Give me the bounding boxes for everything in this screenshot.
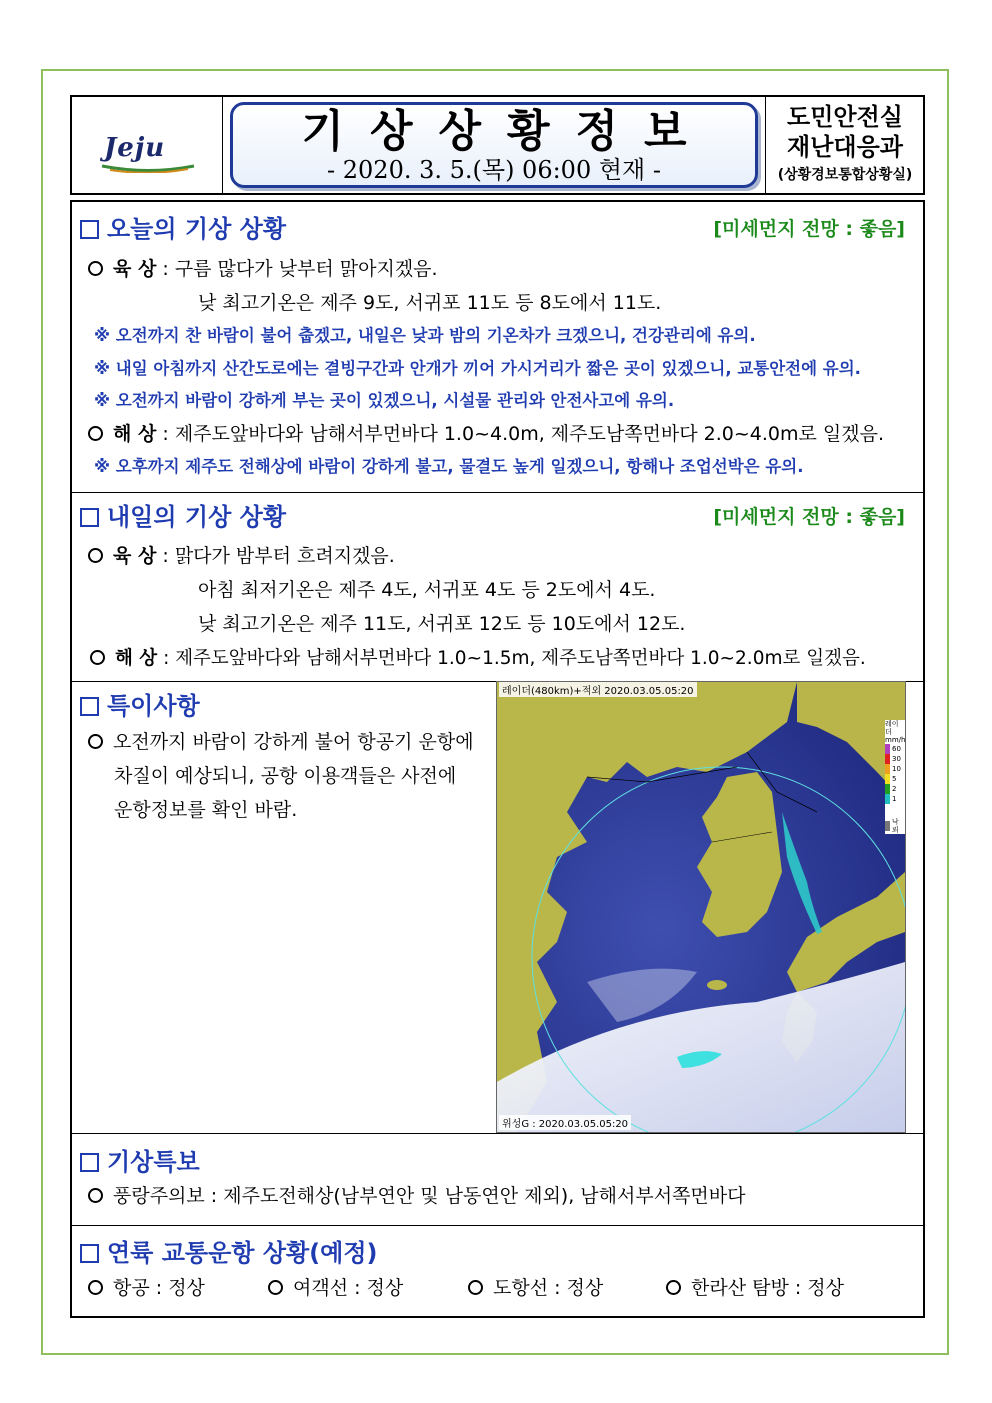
checkbox-icon (80, 697, 99, 716)
radar-legend (885, 720, 905, 834)
legend-entry: 2 (885, 784, 905, 794)
logo-text: Jeju (104, 133, 166, 163)
transport-island-ferry: 도항선 : 정상 (468, 1275, 603, 1301)
section-warning (72, 1133, 923, 1226)
main-content (70, 200, 925, 1318)
section-today (72, 202, 923, 493)
today-note-4: ※ 오후까지 제주도 전해상에 바람이 강하게 불고, 물결도 높게 일겠으니, 항해나 조업선박은 유의. (94, 457, 804, 476)
transport-hallasan: 한라산 탐방 : 정상 (666, 1275, 844, 1301)
dust-outlook-today: [미세먼지 전망 : 좋음] (713, 218, 905, 240)
circle-bullet-icon (88, 734, 103, 749)
today-note-3: ※ 오전까지 바람이 강하게 부는 곳이 있겠으니, 시설물 관리와 안전사고에 유의. (94, 391, 675, 410)
tomorrow-land: 육 상 : 맑다가 밤부터 흐려지겠음. (88, 543, 395, 569)
satellite-radar-image (496, 681, 906, 1133)
circle-bullet-icon (88, 548, 103, 563)
checkbox-icon (80, 1244, 99, 1263)
page-title: 기상상황정보 (301, 106, 713, 157)
section-transport (72, 1225, 923, 1316)
tomorrow-low-temp: 아침 최저기온은 제주 4도, 서귀포 4도 등 2도에서 4도. (198, 579, 656, 601)
section-title-today: 오늘의 기상 상황 (80, 214, 286, 244)
satellite-caption-top: 레이더(480km)+적외 2020.03.05.05:20 (499, 682, 697, 697)
special-line-1: 오전까지 바람이 강하게 불어 항공기 운항에 (88, 729, 474, 755)
legend-entry: 1 (885, 794, 905, 804)
tomorrow-sea: 해 상 : 제주도앞바다와 남해서부먼바다 1.0~1.5m, 제주도남쪽먼바다 1.0~2.0m로 일겠음. (90, 646, 866, 672)
circle-bullet-icon (468, 1280, 483, 1295)
department-cell (765, 97, 924, 193)
checkbox-icon (80, 220, 99, 239)
jeju-logo (94, 133, 204, 173)
legend-entry: 10 (885, 764, 905, 774)
transport-air: 항공 : 정상 (88, 1275, 205, 1301)
circle-bullet-icon (666, 1280, 681, 1295)
today-note-1: ※ 오전까지 찬 바람이 불어 춥겠고, 내일은 낮과 밤의 기온차가 크겠으니, 건강관리에 유의. (94, 326, 756, 345)
section-title-tomorrow: 내일의 기상 상황 (80, 502, 286, 532)
circle-bullet-icon (90, 650, 105, 665)
circle-bullet-icon (88, 1280, 103, 1295)
legend-entry: 60 (885, 744, 905, 754)
special-line-3: 운항정보를 확인 바람. (114, 799, 298, 821)
legend-lightning: 낙뢰 (885, 818, 905, 834)
logo-cell (72, 97, 223, 193)
logo-swoosh-icon (100, 163, 196, 173)
legend-entry: 30 (885, 754, 905, 764)
warning-line: 풍랑주의보 : 제주도전해상(남부연안 및 남동연안 제외), 남해서부서쪽먼바다 (88, 1183, 745, 1209)
today-land-temp: 낮 최고기온은 제주 9도, 서귀포 11도 등 8도에서 11도. (198, 292, 662, 314)
division-name: 재난대응과 (787, 133, 903, 161)
circle-bullet-icon (268, 1280, 283, 1295)
special-line-2: 차질이 예상되니, 공항 이용객들은 사전에 (114, 765, 457, 787)
circle-bullet-icon (88, 426, 103, 441)
today-note-2: ※ 내일 아침까지 산간도로에는 결빙구간과 안개가 끼어 가시거리가 짧은 곳이 있겠으니, 교통안전에 유의. (94, 359, 861, 378)
legend-unit: mm/h (885, 736, 906, 744)
today-land: 육 상 : 구름 많다가 낮부터 맑아지겠음. (88, 256, 438, 282)
satellite-map-image (497, 682, 905, 1132)
department-name: 도민안전실 (787, 103, 903, 131)
transport-ferry: 여객선 : 정상 (268, 1275, 403, 1301)
section-title-transport: 연륙 교통운항 상황(예정) (80, 1238, 378, 1268)
legend-entry: 5 (885, 774, 905, 784)
checkbox-icon (80, 1153, 99, 1172)
tomorrow-high-temp: 낮 최고기온은 제주 11도, 서귀포 12도 등 10도에서 12도. (198, 613, 686, 635)
checkbox-icon (80, 508, 99, 527)
title-box (230, 102, 758, 188)
section-title-special: 특이사항 (80, 691, 200, 721)
today-sea: 해 상 : 제주도앞바다와 남해서부먼바다 1.0~4.0m, 제주도남쪽먼바다 2.0~4.0m로 일겠음. (88, 421, 884, 447)
page-subtitle: - 2020. 3. 5.(목) 06:00 현재 - (327, 156, 661, 184)
dust-outlook-tomorrow: [미세먼지 전망 : 좋음] (713, 506, 905, 528)
circle-bullet-icon (88, 1188, 103, 1203)
office-name: (상황경보통합상황실) (777, 167, 913, 183)
circle-bullet-icon (88, 261, 103, 276)
satellite-caption-bottom: 위성G : 2020.03.05.05:20 (499, 1115, 631, 1130)
legend-title: 레이더 (885, 720, 899, 736)
section-tomorrow (72, 492, 923, 682)
section-title-warning: 기상특보 (80, 1147, 200, 1177)
header (70, 95, 925, 195)
